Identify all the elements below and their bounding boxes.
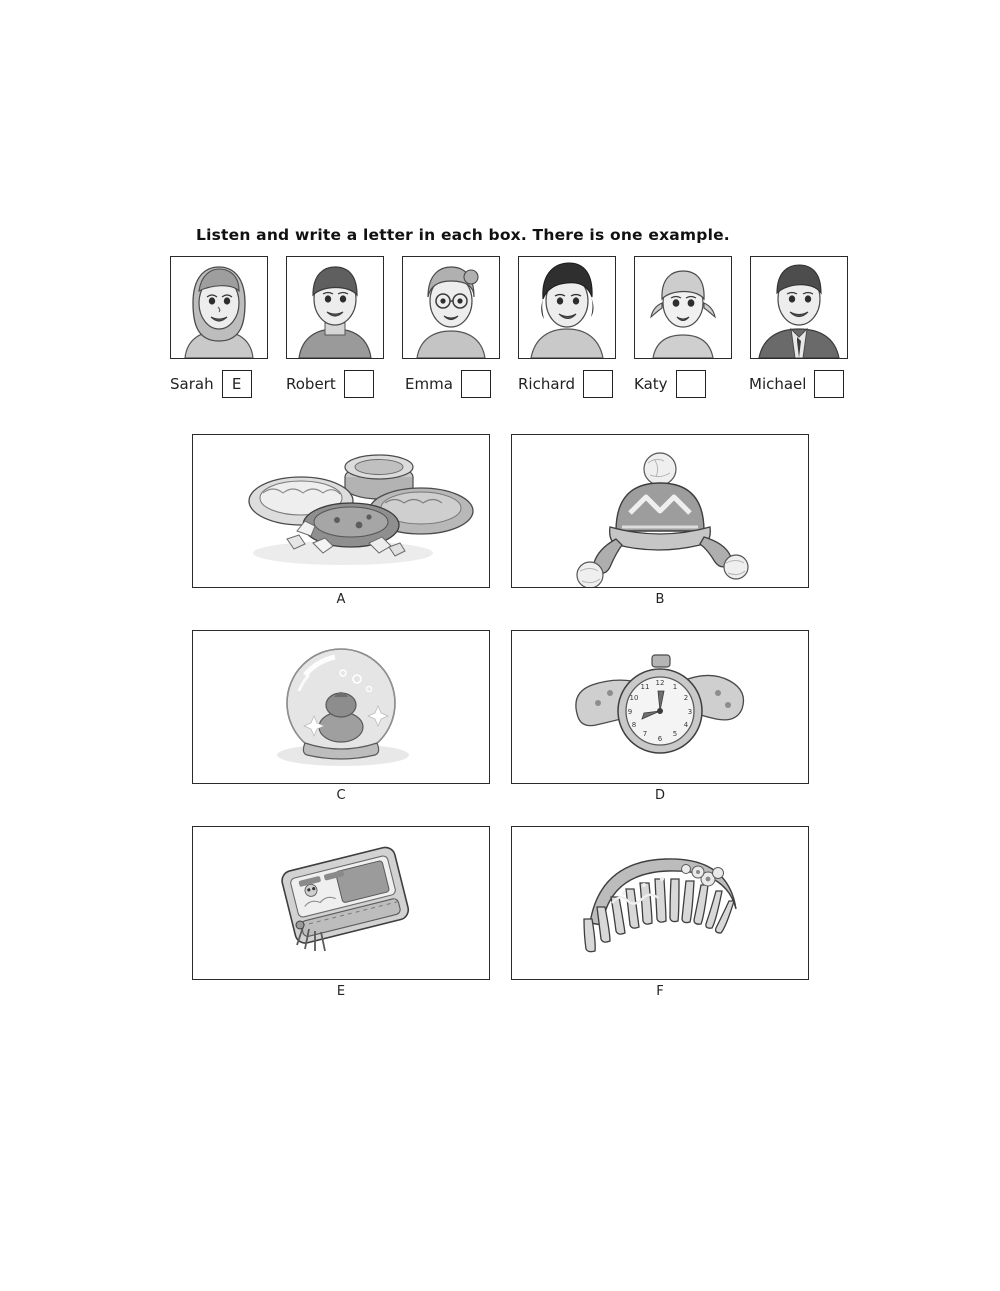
picture-cell-f — [511, 826, 809, 999]
answer-box-robert[interactable] — [344, 370, 374, 398]
older-woman-glasses-portrait-icon — [402, 256, 500, 359]
picture-cell-e — [192, 826, 490, 999]
svg-text:9: 9 — [627, 708, 633, 716]
answer-box-sarah[interactable]: E — [222, 370, 252, 398]
person-portrait-cell — [518, 256, 634, 359]
person-name-label: Sarah — [170, 375, 214, 393]
svg-text:12: 12 — [655, 679, 665, 687]
dark-hair-boy-portrait-icon — [518, 256, 616, 359]
girl-long-hair-portrait-icon — [170, 256, 268, 359]
svg-text:4: 4 — [683, 721, 689, 729]
person-portrait-cell — [750, 256, 866, 359]
wristwatch-icon — [511, 630, 809, 784]
picture-grid — [192, 434, 810, 1022]
picture-label-c: C — [336, 788, 346, 803]
person-answer-item — [170, 370, 252, 398]
person-answer-item — [749, 370, 844, 398]
svg-text:2: 2 — [683, 694, 689, 702]
person-answer-item — [405, 370, 491, 398]
picture-grid-row — [192, 826, 810, 999]
answer-box-michael[interactable] — [814, 370, 844, 398]
person-name-label: Emma — [405, 375, 453, 393]
picture-cell-b — [511, 434, 809, 607]
picture-label-f: F — [656, 984, 664, 999]
person-answer-item — [518, 370, 613, 398]
picture-label-e: E — [336, 984, 346, 999]
person-answer-item — [286, 370, 374, 398]
svg-text:3: 3 — [687, 708, 693, 716]
answer-box-emma[interactable] — [461, 370, 491, 398]
picture-grid-row — [192, 434, 810, 607]
person-name-label: Richard — [518, 375, 575, 393]
hair-comb-icon — [511, 826, 809, 980]
picture-label-a: A — [336, 592, 346, 607]
young-girl-ponytail-portrait-icon — [634, 256, 732, 359]
person-portrait-cell — [286, 256, 402, 359]
answer-box-katy[interactable] — [676, 370, 706, 398]
person-portrait-cell — [402, 256, 518, 359]
person-portrait-cell — [634, 256, 750, 359]
boy-short-hair-portrait-icon — [286, 256, 384, 359]
person-name-label: Katy — [634, 375, 668, 393]
page-title: Listen and write a letter in each box. There is one example. — [196, 226, 730, 244]
svg-text:7: 7 — [642, 730, 648, 738]
svg-text:8: 8 — [631, 721, 637, 729]
picture-label-b: B — [655, 592, 665, 607]
pencil-case-icon — [192, 826, 490, 980]
answer-box-richard[interactable] — [583, 370, 613, 398]
picture-cell-c — [192, 630, 490, 803]
svg-text:11: 11 — [640, 683, 650, 691]
svg-text:1: 1 — [672, 683, 678, 691]
man-suit-tie-portrait-icon — [750, 256, 848, 359]
svg-text:5: 5 — [672, 730, 678, 738]
person-portrait-cell — [170, 256, 286, 359]
picture-cell-d — [511, 630, 809, 803]
portrait-row — [170, 256, 870, 359]
snow-globe-icon — [192, 630, 490, 784]
person-name-label: Robert — [286, 375, 336, 393]
picture-label-d: D — [654, 788, 665, 803]
svg-text:6: 6 — [657, 735, 663, 743]
person-name-label: Michael — [749, 375, 807, 393]
svg-text:10: 10 — [629, 694, 639, 702]
person-answer-item — [634, 370, 706, 398]
picture-cell-a — [192, 434, 490, 607]
name-answer-row — [170, 370, 890, 402]
picture-grid-row — [192, 630, 810, 803]
biscuits-cookies-icon — [192, 434, 490, 588]
winter-hat-icon — [511, 434, 809, 588]
